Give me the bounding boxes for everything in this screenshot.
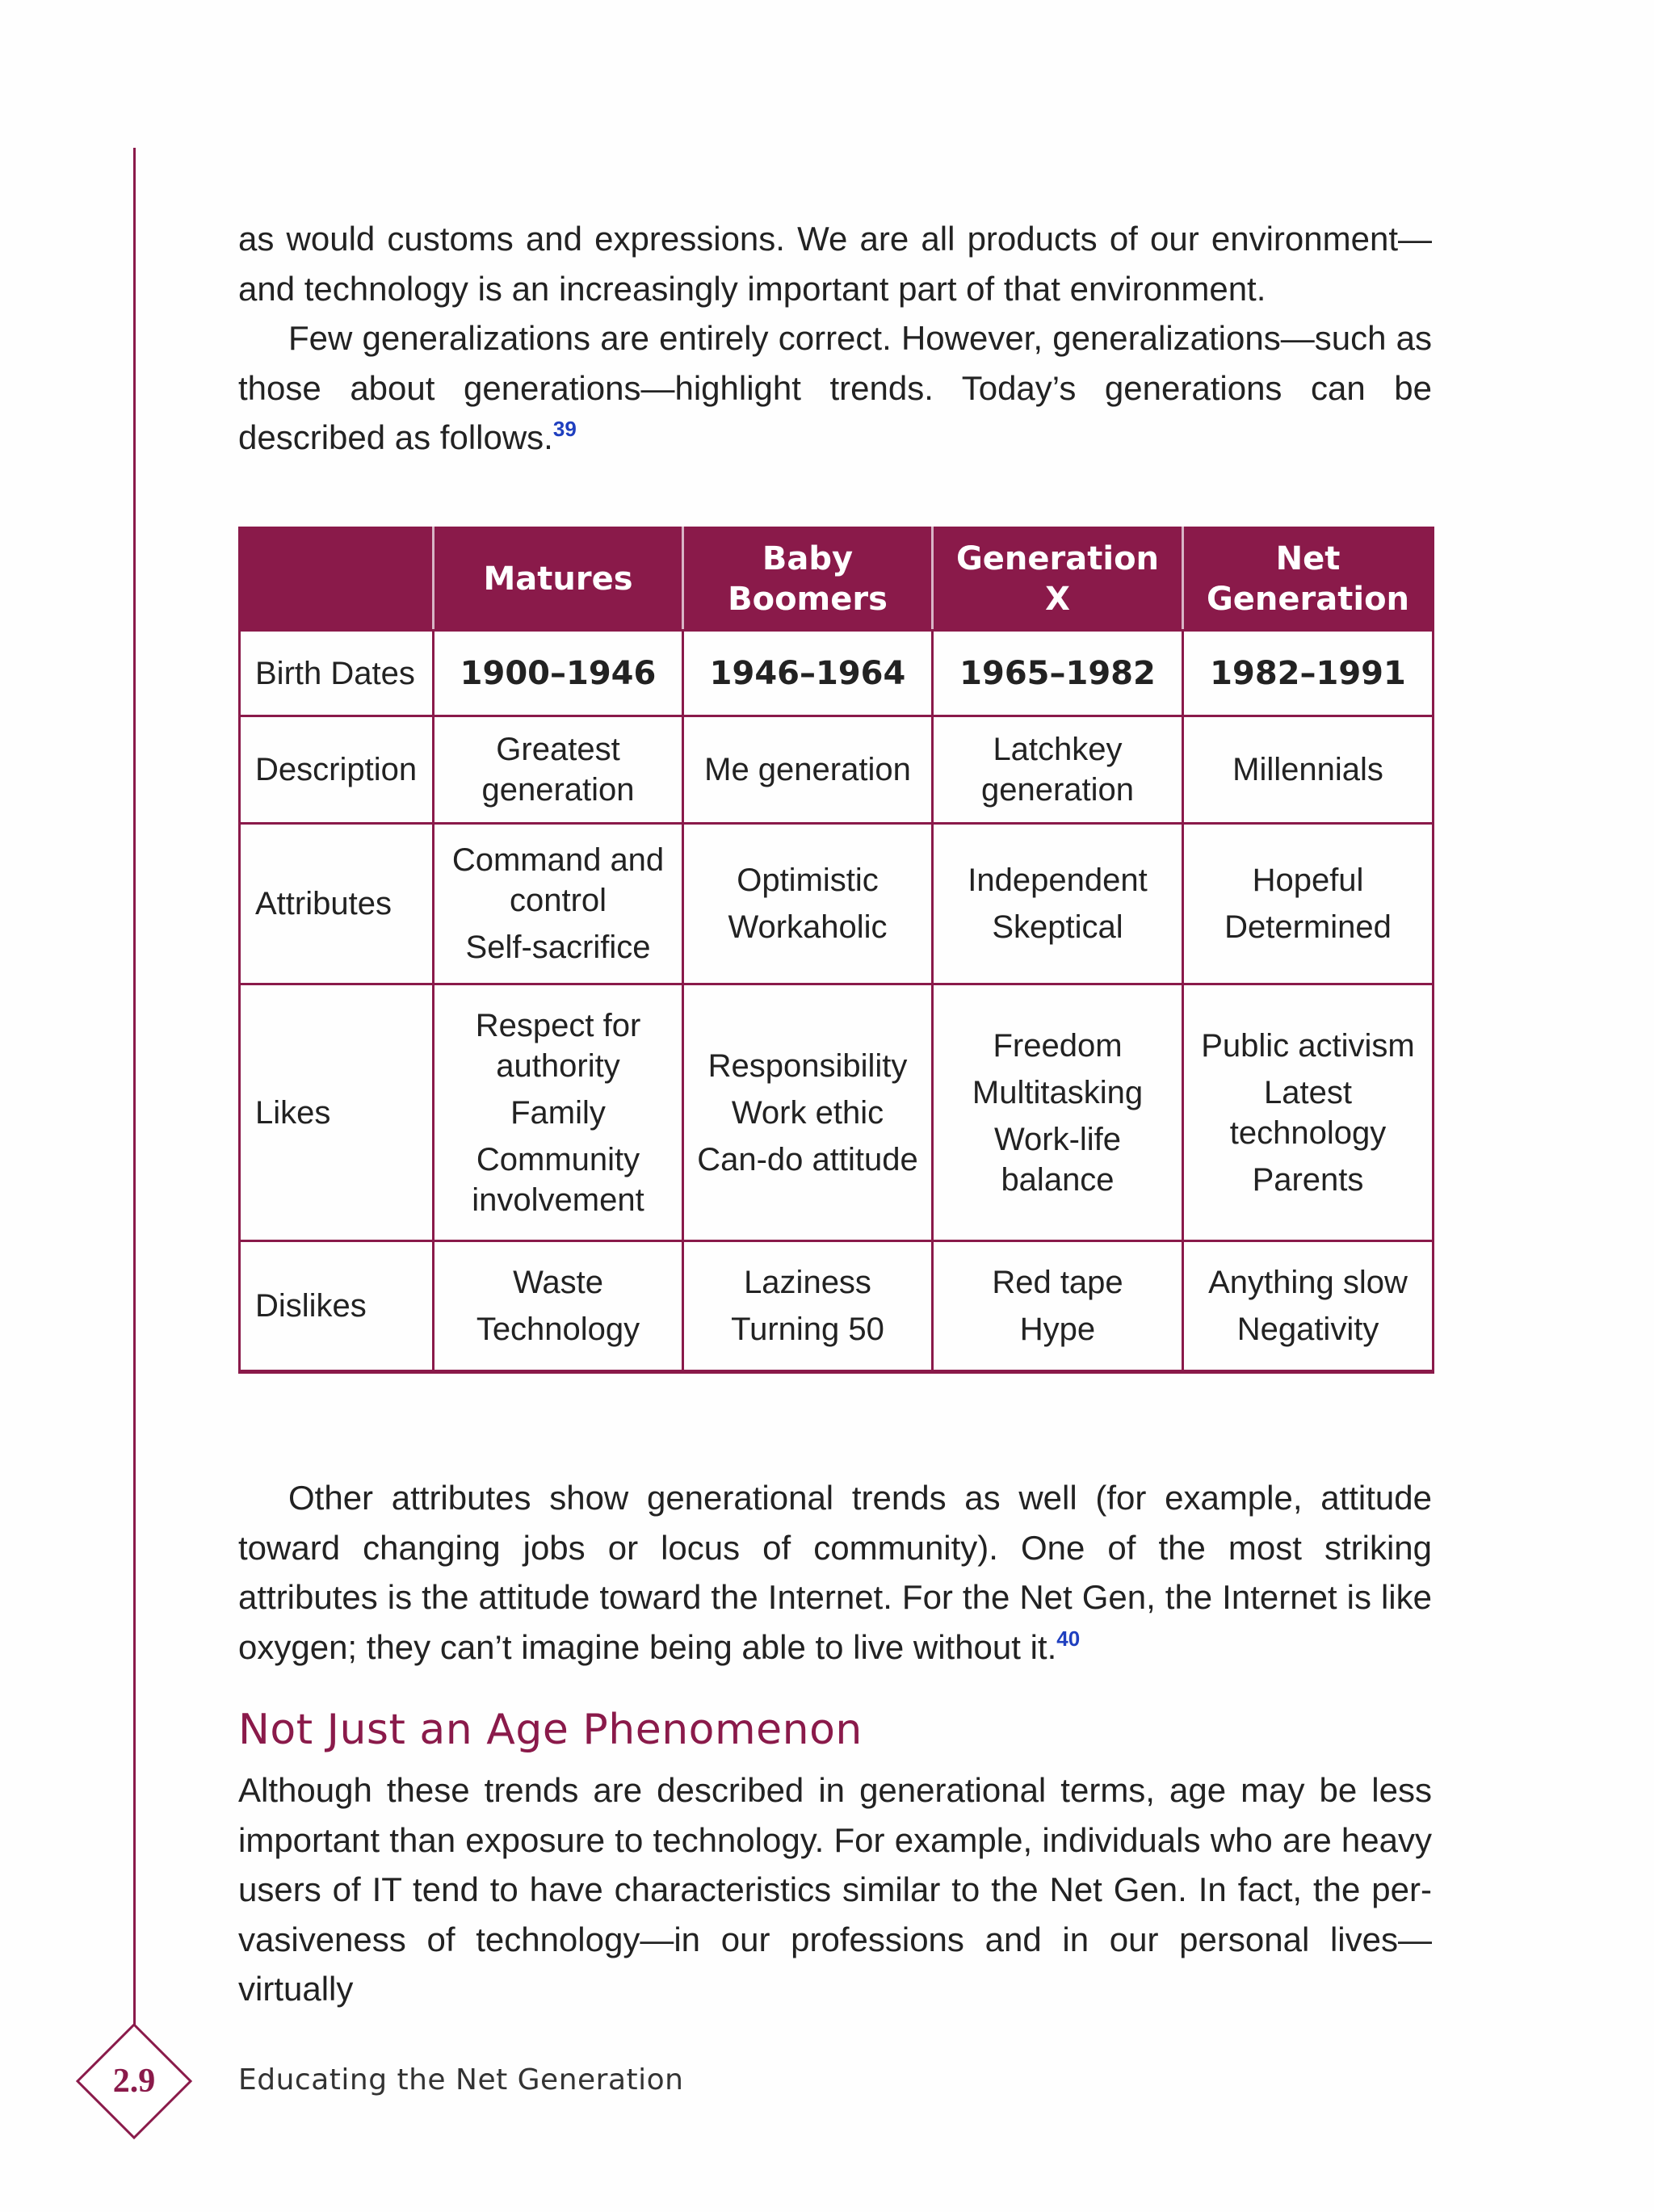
cell-item: Responsibility [707, 1047, 908, 1084]
row-label: Birth Dates [240, 631, 434, 716]
row-label: Dislikes [240, 1241, 434, 1372]
table-row [240, 716, 1434, 824]
table-cell [933, 716, 1183, 824]
cell-item: Me generation [704, 752, 911, 787]
cell-item: Laziness [744, 1265, 871, 1300]
table-row [240, 824, 1434, 984]
cell-item: Optimistic [737, 863, 879, 898]
cell-item: Anything slow [1208, 1265, 1408, 1300]
cell-item: Waste [513, 1265, 603, 1300]
header-cell-matures: Matures [434, 528, 683, 631]
header-cell-corner [240, 528, 434, 631]
table-row [240, 984, 1434, 1241]
table-cell [933, 824, 1183, 984]
cell-item: Latest technology [1229, 1074, 1387, 1151]
table-cell [933, 631, 1183, 716]
cell-item: 1965–1982 [959, 654, 1156, 692]
cell-item: Can-do attitude [697, 1141, 918, 1177]
table-cell [683, 1241, 933, 1372]
footnote-ref[interactable]: 39 [552, 417, 577, 441]
paragraph-age [238, 1765, 1432, 2014]
cell-item: Respect for authority [475, 1007, 641, 1084]
table-cell [933, 1241, 1183, 1372]
table-cell [1183, 631, 1434, 716]
table-header-row [240, 528, 1434, 631]
cell-item: Turning 50 [731, 1312, 884, 1347]
cell-item: Multitasking [972, 1074, 1144, 1110]
cell-item: 1900–1946 [460, 654, 657, 692]
section-heading: Not Just an Age Phenomenon [238, 1706, 863, 1754]
cell-item: Independent [968, 863, 1148, 898]
table-cell [434, 631, 683, 716]
table-cell [683, 824, 933, 984]
cell-item: Self-sacrifice [465, 930, 651, 965]
table-cell [1183, 716, 1434, 824]
paragraph [238, 1473, 1432, 1672]
paragraph [238, 313, 1432, 463]
cell-item: Determined [1224, 909, 1392, 945]
table-cell [683, 984, 933, 1241]
cell-item: Parents [1252, 1161, 1364, 1198]
cell-item: Workaholic [728, 909, 888, 945]
cell-item: Skeptical [992, 909, 1123, 945]
paragraph-text: Although these trends are described in generational terms, age may be less important than exposure to technology. For example, individuals who are heavy users of IT tend to have characteristics similar to the Net Gen. In fact, the pervasiveness of technology—in our professions and in our personal lives—virtually [238, 1771, 1432, 2008]
cell-item: Command and control [451, 842, 665, 918]
table-cell [434, 716, 683, 824]
margin-rule [133, 148, 136, 2027]
table-cell [434, 1241, 683, 1372]
cell-item: Latchkey generation [980, 732, 1135, 808]
cell-item: Hopeful [1252, 863, 1364, 898]
table-cell [683, 631, 933, 716]
table-cell [1183, 824, 1434, 984]
paragraph-text: Few generalizations are entirely correct. However, generalizations—such as those about generations—highlight trends. Today’s generations can be described as follows. [238, 319, 1432, 456]
cell-item: 1982–1991 [1210, 654, 1406, 692]
footnote-ref[interactable]: 40 [1056, 1626, 1081, 1651]
cell-item: Greatest generation [481, 732, 635, 808]
cell-item: 1946–1964 [709, 654, 906, 692]
cell-item: Community involvement [472, 1141, 644, 1218]
table-row [240, 631, 1434, 716]
cell-item: Freedom [993, 1027, 1123, 1064]
paragraph-text: as would customs and expressions. We are all products of our environment—and technology is an increasingly important part of that environment. [238, 220, 1432, 308]
row-label: Description [240, 716, 434, 824]
cell-item: Technology [476, 1312, 640, 1347]
cell-item: Work-life balance [993, 1121, 1122, 1198]
header-cell-net-generation: Net Generation [1183, 528, 1434, 631]
table-row [240, 1241, 1434, 1372]
cell-item: Red tape [992, 1265, 1123, 1300]
row-label: Attributes [240, 824, 434, 984]
table-cell [1183, 1241, 1434, 1372]
table-cell [683, 716, 933, 824]
header-cell-baby-boomers: Baby Boomers [683, 528, 933, 631]
cell-item: Public activism [1201, 1027, 1415, 1064]
cell-item: Hype [1019, 1312, 1096, 1347]
table-cell [933, 984, 1183, 1241]
intro-paragraphs [238, 214, 1432, 463]
cell-item: Family [510, 1094, 606, 1131]
table-cell [1183, 984, 1434, 1241]
table-cell [434, 824, 683, 984]
paragraph [238, 214, 1432, 313]
cell-item: Work ethic [731, 1094, 884, 1131]
header-cell-generation-x: Generation X [933, 528, 1183, 631]
paragraph [238, 1765, 1432, 2014]
cell-item: Negativity [1236, 1312, 1379, 1347]
paragraph-trends [238, 1473, 1432, 1672]
page-number: 2.9 [112, 2063, 156, 2100]
row-label: Likes [240, 984, 434, 1241]
generations-table [238, 527, 1434, 1374]
table-cell [434, 984, 683, 1241]
cell-item: Millennials [1232, 752, 1383, 787]
paragraph-text: Other attributes show generational trends as well (for example, attitude toward changing jobs or locus of community). One of the most striking attributes is the attitude toward the Internet. For the Net Gen, the Internet is like oxygen; they can’t imagine being able to live without it. [238, 1479, 1432, 1666]
running-footer-title: Educating the Net Generation [238, 2063, 684, 2097]
